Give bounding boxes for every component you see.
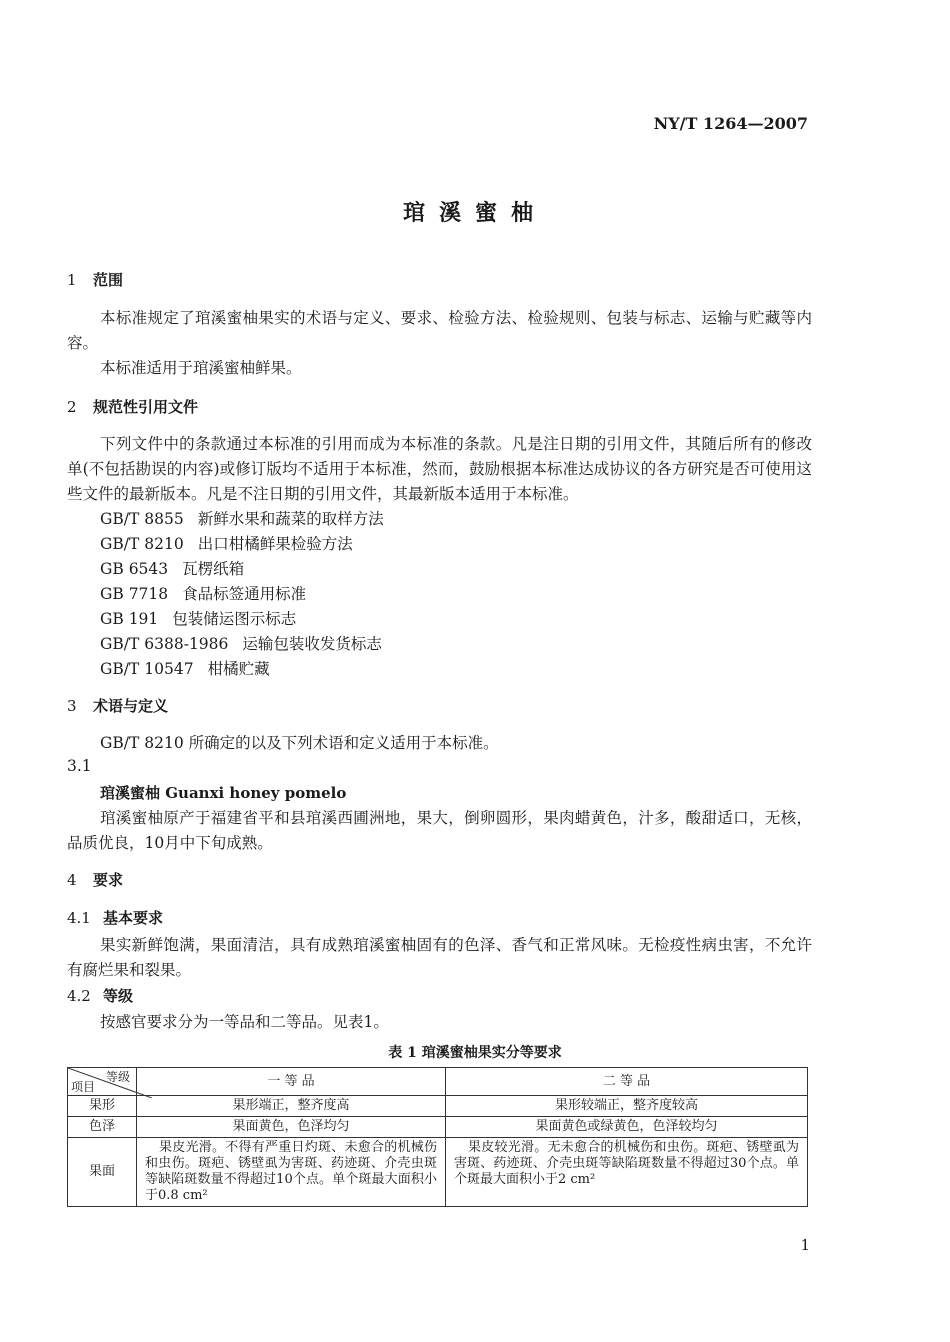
reference-item — [100, 532, 353, 554]
document-title: 琯溪蜜柚 — [402, 200, 547, 226]
section-title: 基本要求 — [103, 909, 164, 927]
reference-title: 柑橘贮藏 — [207, 660, 270, 678]
reference-code: GB/T 6388-1986 — [100, 635, 229, 653]
reference-code: GB/T 8210 — [100, 535, 184, 553]
table-row — [68, 1117, 808, 1138]
reference-item — [100, 632, 382, 654]
row-item: 色泽 — [68, 1117, 137, 1138]
reference-code: GB/T 8855 — [100, 510, 184, 528]
reference-title: 运输包装收发货标志 — [242, 635, 382, 653]
reference-title: 瓦楞纸箱 — [182, 560, 245, 578]
section-title: 术语与定义 — [93, 697, 169, 715]
section-number: 4.2 — [67, 987, 91, 1005]
section-4-1-heading — [67, 907, 163, 928]
grade-table — [67, 1067, 808, 1207]
header-second-grade: 二 等 品 — [446, 1068, 808, 1096]
standard-number: NY/T 1264—2007 — [653, 114, 808, 133]
row-first-grade: 果面黄色，色泽均匀 — [137, 1117, 446, 1138]
header-first-grade: 一 等 品 — [137, 1068, 446, 1096]
row-second-grade: 果面黄色或绿黄色，色泽较均匀 — [446, 1117, 808, 1138]
reference-item — [100, 607, 296, 629]
row-first-grade: 果皮光滑。不得有严重日灼斑、未愈合的机械伤和虫伤。斑疤、锈壁虱为害斑、药迹斑、介壳虫斑等缺陷斑数量不得超过10个点。单个斑最大面积小于0.8 cm² — [137, 1138, 446, 1207]
table-caption: 表 1 琯溪蜜柚果实分等要求 — [388, 1045, 562, 1061]
section-title: 等级 — [103, 987, 134, 1005]
term-number: 3.1 — [67, 757, 92, 775]
table-header-row — [68, 1068, 808, 1096]
reference-code: GB/T 10547 — [100, 660, 194, 678]
reference-code: GB 6543 — [100, 560, 169, 578]
reference-item — [100, 582, 306, 604]
section-title: 范围 — [93, 271, 124, 289]
section-1-heading — [67, 269, 123, 290]
table-row — [68, 1096, 808, 1117]
section-number: 1 — [67, 271, 77, 289]
reference-title: 新鲜水果和蔬菜的取样方法 — [197, 510, 384, 528]
section-title: 规范性引用文件 — [93, 398, 199, 416]
table-row — [68, 1138, 808, 1207]
basic-requirements-text: 果实新鲜饱满，果面清洁，具有成熟琯溪蜜柚固有的色泽、香气和正常风味。无检疫性病虫害，不允许有腐烂果和裂果。 — [67, 936, 812, 979]
page-number: 1 — [800, 1236, 810, 1254]
scope-paragraph-1: 本标准规定了琯溪蜜柚果实的术语与定义、要求、检验方法、检验规则、包装与标志、运输与贮藏等内容。 — [67, 309, 812, 352]
row-item: 果形 — [68, 1096, 137, 1117]
reference-item — [100, 657, 270, 679]
table-corner-cell — [68, 1068, 137, 1096]
reference-item — [100, 507, 384, 529]
section-3-heading — [67, 695, 168, 716]
references-intro: 下列文件中的条款通过本标准的引用而成为本标准的条款。凡是注日期的引用文件，其随后所有的修改单(不包括勘误的内容)或修订版均不适用于本标准，然而，鼓励根据本标准达成协议的各方研究是否可使用这些文件的最新版本。凡是不注日期的引用文件，其最新版本适用于本标准。 — [67, 435, 812, 503]
scope-paragraph-2: 本标准适用于琯溪蜜柚鲜果。 — [100, 359, 302, 377]
reference-code: GB 7718 — [100, 585, 169, 603]
corner-label-item: 项目 — [71, 1080, 96, 1094]
term-definition: 琯溪蜜柚原产于福建省平和县琯溪西圃洲地，果大，倒卵圆形，果肉蜡黄色，汁多，酸甜适口，无核，品质优良，10月中下旬成熟。 — [67, 809, 812, 852]
reference-title: 出口柑橘鲜果检验方法 — [197, 535, 353, 553]
reference-title: 包装储运图示标志 — [172, 610, 297, 628]
row-first-grade: 果形端正，整齐度高 — [137, 1096, 446, 1117]
section-4-2-heading — [67, 985, 133, 1006]
section-2-heading — [67, 396, 198, 417]
row-second-grade: 果皮较光滑。无未愈合的机械伤和虫伤。斑疤、锈壁虱为害斑、药迹斑、介壳虫斑等缺陷斑数量不得超过30个点。单个斑最大面积小于2 cm² — [446, 1138, 808, 1207]
section-number: 2 — [67, 398, 77, 416]
term-name: 琯溪蜜柚 Guanxi honey pomelo — [100, 784, 347, 802]
reference-title: 食品标签通用标准 — [182, 585, 307, 603]
section-number: 3 — [67, 697, 77, 715]
section-number: 4 — [67, 871, 77, 889]
corner-label-grade: 等级 — [105, 1070, 130, 1084]
section-4-heading — [67, 869, 123, 890]
row-item: 果面 — [68, 1138, 137, 1207]
reference-item — [100, 557, 244, 579]
row-second-grade: 果形较端正，整齐度较高 — [446, 1096, 808, 1117]
reference-code: GB 191 — [100, 610, 159, 628]
terms-intro: GB/T 8210 所确定的以及下列术语和定义适用于本标准。 — [100, 734, 499, 752]
section-number: 4.1 — [67, 909, 91, 927]
grades-text: 按感官要求分为一等品和二等品。见表1。 — [100, 1013, 389, 1031]
section-title: 要求 — [93, 871, 124, 889]
